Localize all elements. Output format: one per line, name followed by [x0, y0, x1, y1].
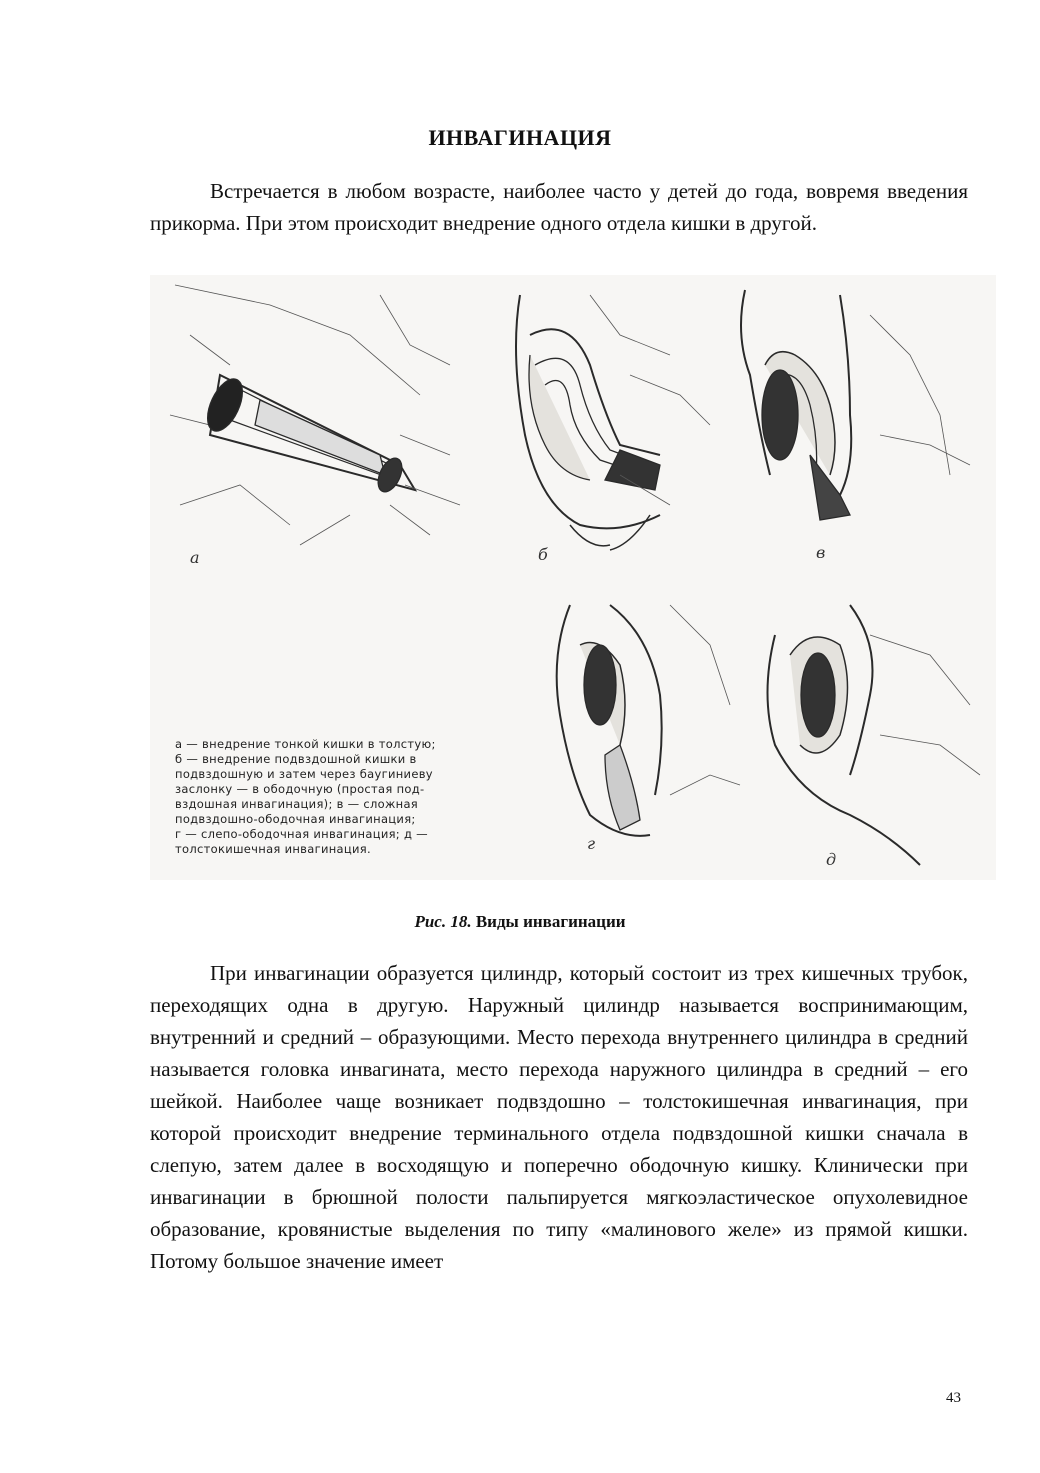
figure-caption	[0, 912, 1040, 932]
caption-text: Виды инвагинации	[475, 912, 626, 931]
panel-d-drawing	[768, 605, 981, 865]
body-paragraph	[150, 957, 968, 1277]
panel-letter-v: в	[816, 543, 826, 562]
panel-letter-b: б	[538, 545, 548, 564]
body-text: При инвагинации образуется цилиндр, который состоит из трех кишечных трубок, переходящих одна в другую. Наружный цилиндр называется воспринимающим, внутренний и средний – образующими. Место перехода внутреннего цилиндра в средний называется головка инвагината, место перехода наружного цилиндра в средний – его шейкой. Наиболее чаще возникает подвздошно – толстокишечная инвагинация, при которой происходит внедрение терминального отдела подвздошной кишки сначала в слепую, затем далее в восходящую и поперечно ободочную кишку. Клинически при инвагинации в брюшной полости пальпируется мягкоэластическое опухолевидное образование, кровянистые выделения по типу «малинового желе» из прямой кишки. Потому большое значение имеет	[150, 961, 968, 1273]
intro-paragraph	[150, 175, 968, 239]
intro-text: Встречается в любом возрасте, наиболее часто у детей до года, вовремя введения прикорма. При этом происходит внедрение одного отдела кишки в другой.	[150, 179, 968, 235]
page-title: ИНВАГИНАЦИЯ	[428, 125, 612, 150]
panel-letter-a: а	[190, 548, 200, 567]
figure-intussusception	[150, 275, 996, 880]
panel-c-drawing	[741, 290, 970, 520]
panel-b-drawing	[516, 295, 710, 550]
panel-letter-d: д	[826, 850, 837, 869]
panel-a-drawing	[170, 285, 460, 545]
figure-legend: а — внедрение тонкой кишки в толстую; б — внедрение подвздошной кишки в подвздошную и затем через баугиниеву заслонку — в ободочную (простая под- вздошная инвагинация); в — сложная подвздошно-ободочная инвагинация; г — слепо-ободочная инвагинация; д — толстокишечная инвагинация.	[175, 737, 436, 856]
page-number: 43	[946, 1390, 961, 1406]
caption-label: Рис. 18.	[414, 912, 472, 931]
panel-letter-g: г	[587, 834, 596, 853]
panel-g-drawing	[557, 605, 740, 836]
